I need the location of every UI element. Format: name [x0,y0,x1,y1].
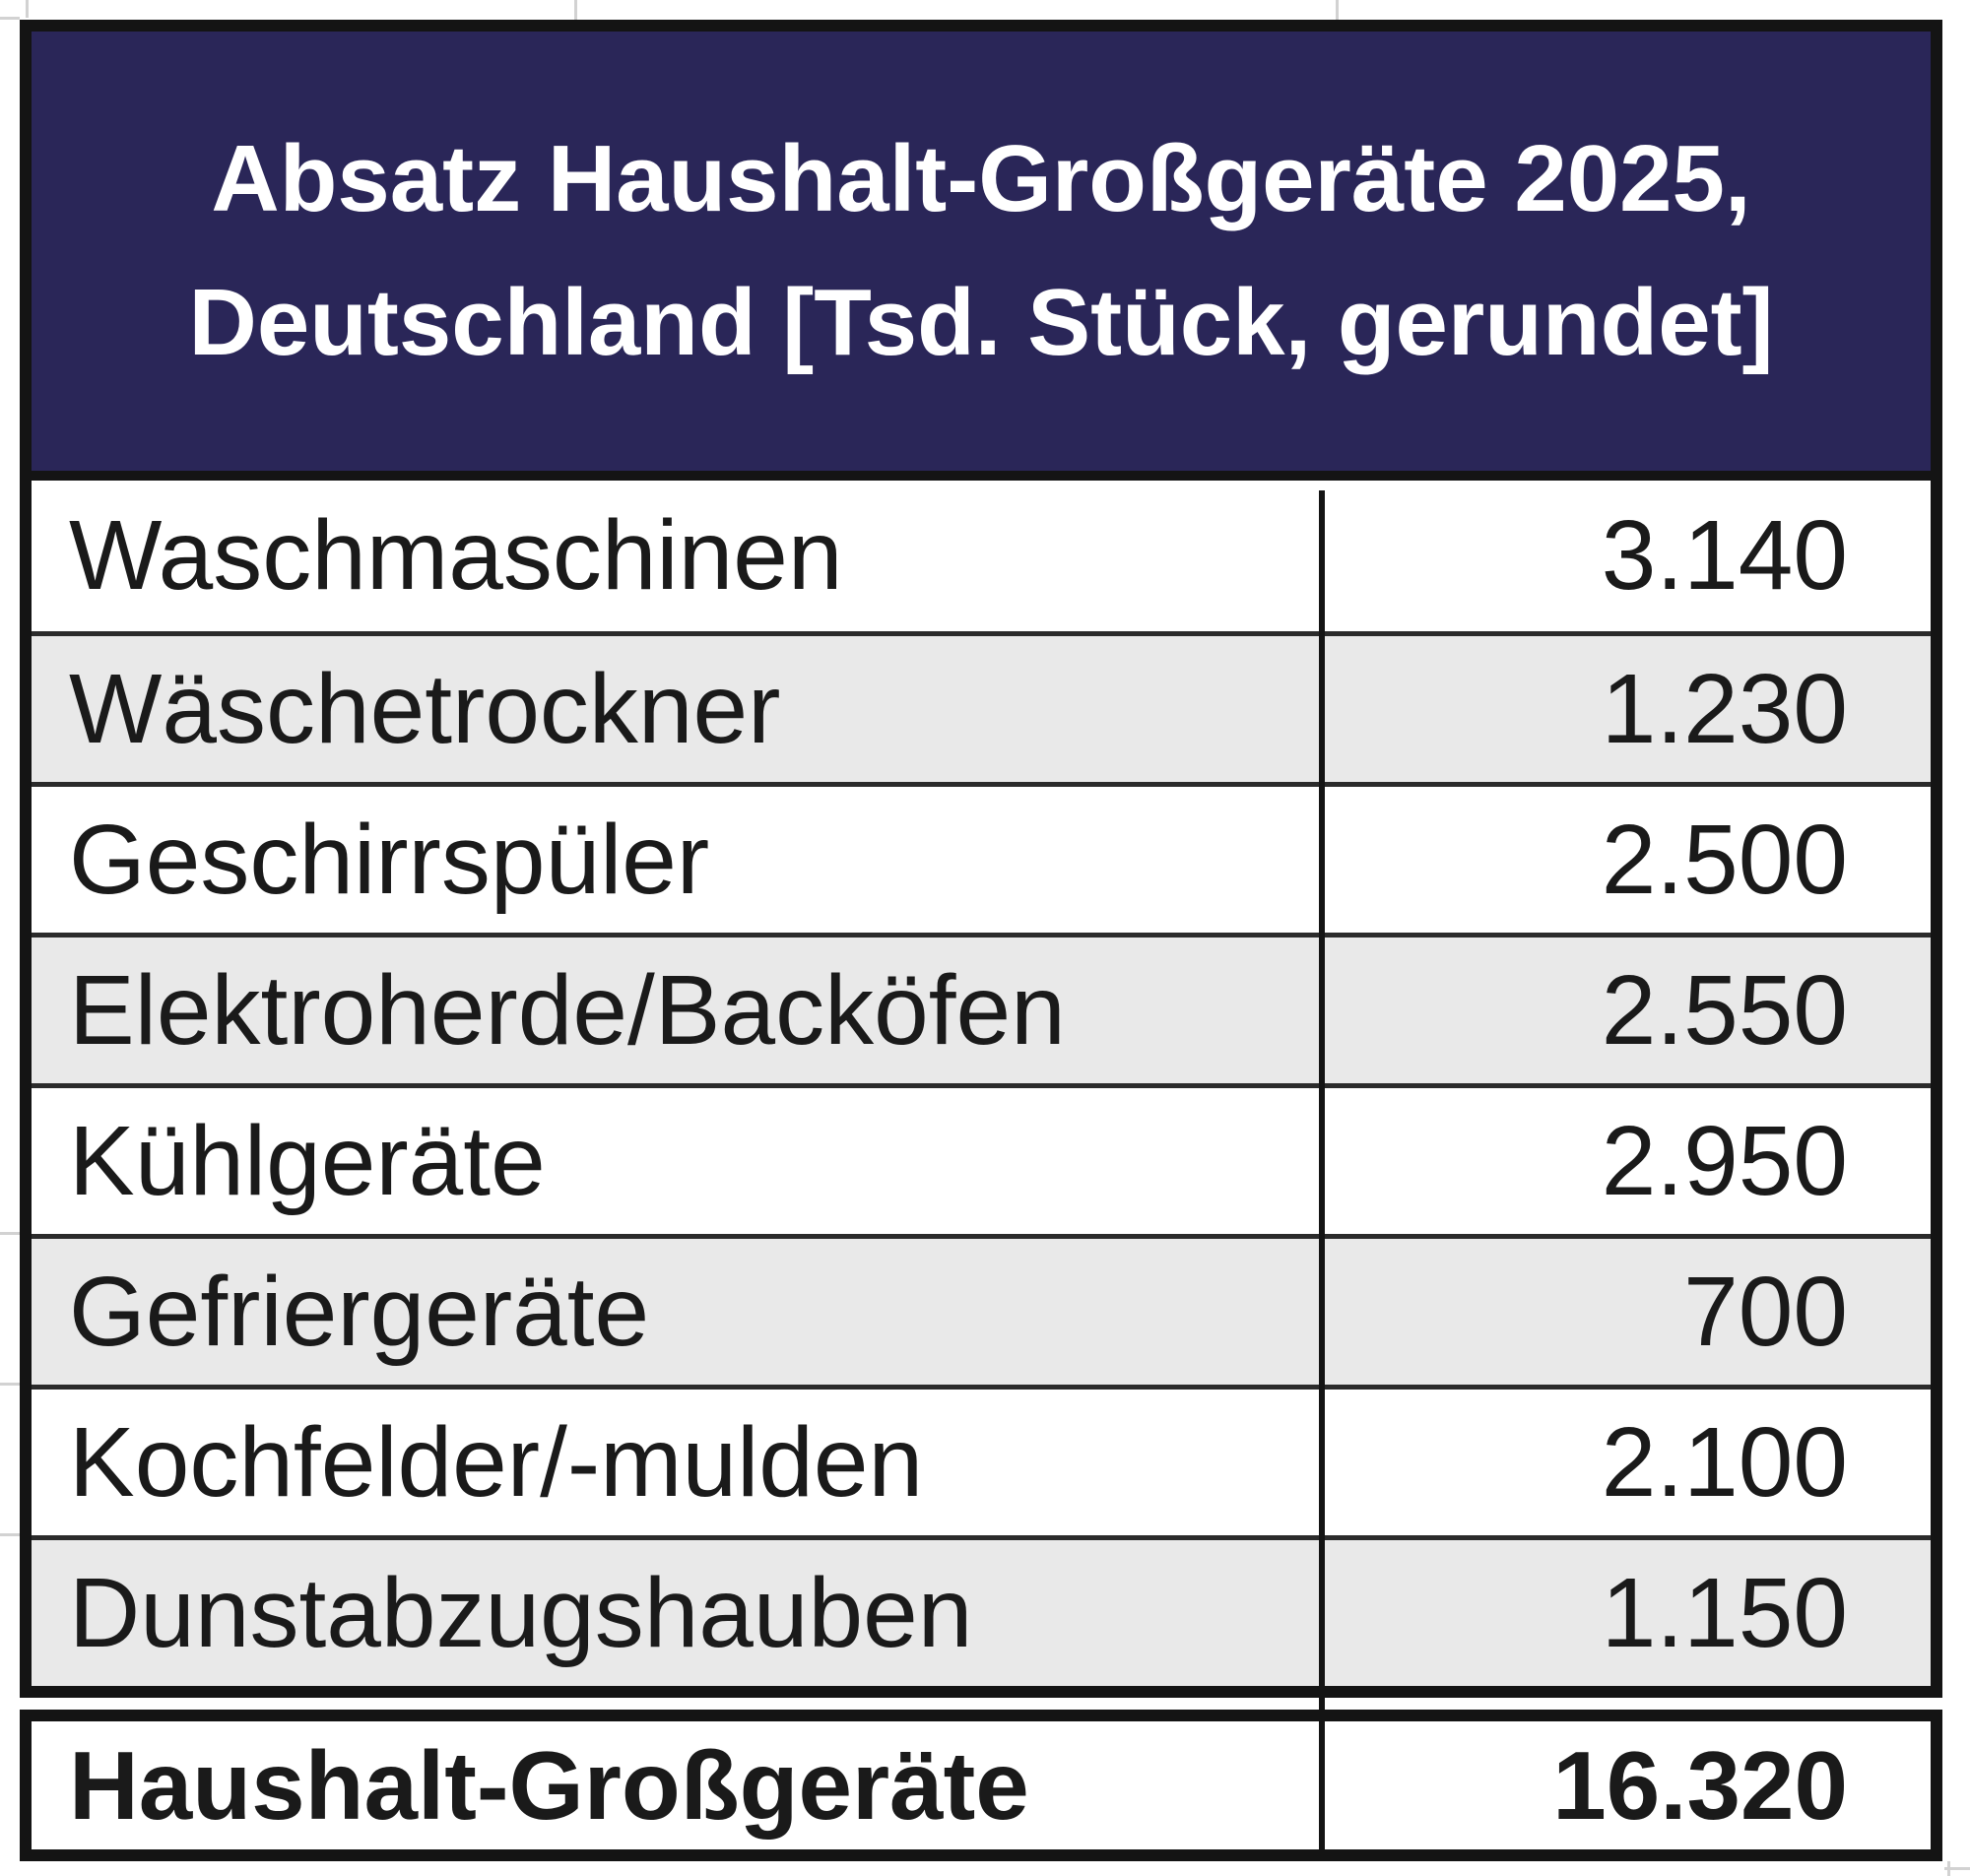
margin-gridline [0,1383,20,1386]
category-cell[interactable]: Wäschetrockner [69,653,781,764]
margin-gridline [574,0,577,20]
margin-gridline [1944,1867,1970,1870]
table-title-cell[interactable] [32,32,1931,481]
column-divider [1319,490,1325,1849]
margin-gridline [0,1232,20,1235]
category-cell[interactable]: Dunstabzugshauben [69,1557,973,1668]
margin-gridline [1336,0,1339,20]
margin-gridline [0,17,20,20]
sales-table [20,20,1942,1698]
category-cell[interactable]: Gefriergeräte [69,1256,650,1367]
value-cell[interactable]: 2.550 [1601,954,1848,1066]
total-row-box [20,1710,1942,1861]
category-cell[interactable]: Waschmaschinen [69,500,843,611]
table-row-gefriergeraete [32,1234,1931,1385]
value-cell[interactable]: 1.230 [1601,653,1848,764]
category-cell[interactable]: Kühlgeräte [69,1105,546,1216]
table-row-waschmaschinen [32,481,1931,631]
value-cell[interactable]: 2.100 [1601,1406,1848,1518]
value-cell[interactable]: 700 [1683,1256,1848,1367]
table-title-line1: Absatz Haushalt-Großgeräte 2025, [211,126,1751,231]
table-row-waeschetrockner [32,631,1931,782]
total-label-cell[interactable]: Haushalt-Großgeräte [69,1730,1029,1840]
category-cell[interactable]: Elektroherde/Backöfen [69,954,1066,1066]
table-row-elektroherde [32,933,1931,1083]
table-title-line2: Deutschland [Tsd. Stück, gerundet] [188,270,1774,375]
table-row-kuehlgeraete [32,1083,1931,1234]
margin-gridline [26,0,29,18]
value-cell[interactable]: 2.950 [1601,1105,1848,1216]
margin-gridline [0,1533,20,1536]
total-value-cell[interactable]: 16.320 [1552,1730,1848,1840]
total-row [32,1721,1931,1849]
table-body [32,481,1931,1686]
category-cell[interactable]: Kochfelder/-mulden [69,1406,924,1518]
table-row-kochfelder [32,1385,1931,1535]
value-cell[interactable]: 1.150 [1601,1557,1848,1668]
table-row-geschirrspueler [32,782,1931,933]
value-cell[interactable]: 2.500 [1601,804,1848,915]
value-cell[interactable]: 3.140 [1601,500,1848,611]
table-row-dunstabzugshauben [32,1535,1931,1686]
category-cell[interactable]: Geschirrspüler [69,804,710,915]
